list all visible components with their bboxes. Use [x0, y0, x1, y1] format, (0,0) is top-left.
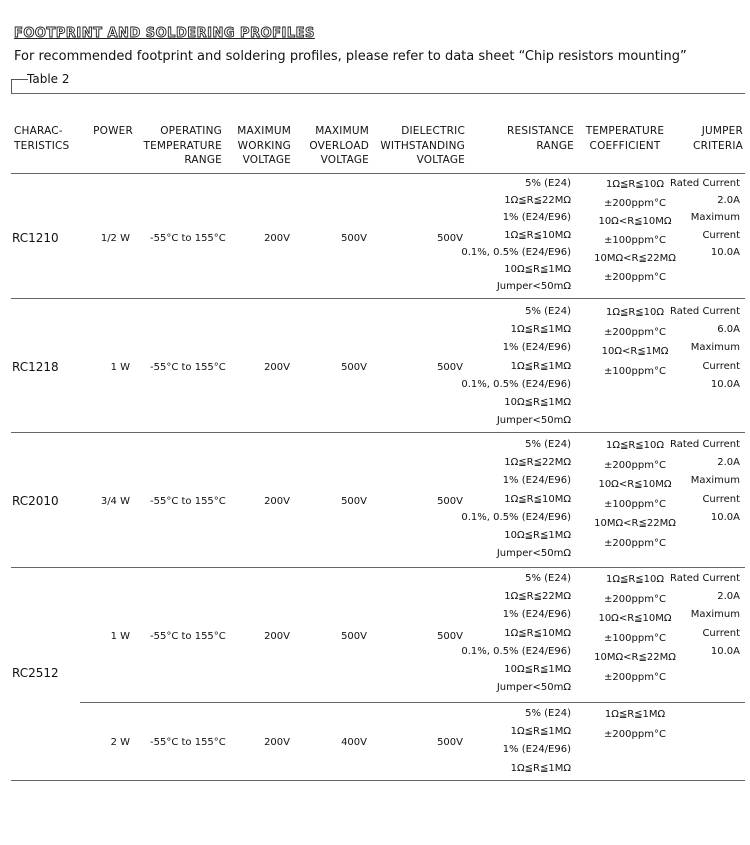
header-dielectric: DIELECTRIC [401, 125, 465, 137]
resistance-range-line: 0.1%, 0.5% (E24/E96) [461, 511, 571, 523]
tcr-line: 10Ω<R≦1MΩ [601, 346, 669, 357]
resistance-range-line: 0.1%, 0.5% (E24/E96) [461, 246, 571, 258]
tcr-line: ±200ppm°C [604, 459, 666, 471]
jumper-criteria-line: 6.0A [717, 324, 740, 336]
power-value: 1 W [110, 631, 130, 642]
resistance-range-line: 10Ω≦R≦1MΩ [504, 530, 571, 541]
resistance-range-line: 5% (E24) [525, 708, 571, 719]
working-voltage: 200V [264, 362, 290, 373]
header-temp-range: OPERATING [160, 125, 222, 137]
header-dielectric: WITHSTANDING [380, 139, 465, 152]
resistance-range-line: Jumper<50mΩ [496, 281, 571, 293]
tcr-line: ±100ppm°C [604, 498, 666, 510]
resistance-range-line: Jumper<50mΩ [496, 682, 571, 694]
header-working-voltage: WORKING [237, 139, 291, 152]
resistance-range-line: 1% (E24/E96) [502, 342, 571, 354]
resistance-range-line: 1Ω≦R≦1MΩ [510, 360, 571, 372]
tcr-line: 10MΩ<R≦22MΩ [594, 652, 676, 663]
overload-voltage: 500V [341, 362, 367, 373]
resistance-range-line: 0.1%, 0.5% (E24/E96) [461, 645, 571, 657]
temperature-range: -55°C to 155°C [150, 631, 226, 642]
temperature-range: -55°C to 155°C [150, 362, 226, 373]
jumper-criteria-line: Maximum [690, 609, 740, 621]
resistance-range-line: 1% (E24/E96) [502, 475, 571, 487]
tcr-line: ±200ppm°C [604, 271, 666, 283]
resistance-range-line: 1Ω≦R≦22MΩ [504, 591, 571, 603]
header-overload-voltage: VOLTAGE [320, 154, 369, 166]
resistance-range-line: 1% (E24/E96) [502, 744, 571, 756]
tcr-line: 1Ω≦R≦1MΩ [604, 709, 666, 720]
resistance-range-line: 1Ω≦R≦22MΩ [504, 195, 571, 207]
resistance-range-line: 1Ω≦R≦22MΩ [504, 457, 571, 469]
tcr-line: ±200ppm°C [604, 728, 666, 740]
resistance-range-line: 5% (E24) [525, 439, 571, 450]
header-jumper: JUMPER [701, 125, 743, 137]
resistance-range-line: 1Ω≦R≦10MΩ [504, 229, 571, 241]
temperature-range: -55°C to 155°C [150, 233, 226, 244]
tcr-line: 1Ω≦R≦10Ω [605, 440, 665, 451]
dielectric-voltage: 500V [437, 496, 463, 507]
model-name: RC1218 [12, 360, 59, 374]
header-working-voltage: VOLTAGE [242, 154, 291, 166]
dielectric-voltage: 500V [437, 631, 463, 642]
resistance-range-line: 1% (E24/E96) [502, 212, 571, 224]
jumper-criteria-line: 10.0A [710, 645, 740, 657]
jumper-criteria-line: Rated Current [669, 439, 740, 450]
table-bottom-rule [11, 780, 745, 781]
dielectric-voltage: 500V [437, 233, 463, 244]
working-voltage: 200V [264, 233, 290, 244]
jumper-criteria-line: Rated Current [669, 178, 740, 189]
tcr-line: 10MΩ<R≦22MΩ [594, 253, 676, 264]
model-name: RC2010 [12, 494, 59, 508]
tcr-line: ±200ppm°C [604, 326, 666, 338]
intro-text: For recommended footprint and soldering profiles, please refer to data sheet “Chip resistors mounting” [14, 49, 687, 64]
resistance-range-line: 5% (E24) [525, 573, 571, 584]
power-value: 1/2 W [100, 233, 130, 244]
tcr-line: ±100ppm°C [604, 234, 666, 246]
resistance-range-line: 5% (E24) [525, 306, 571, 317]
resistance-range-line: Jumper<50mΩ [496, 548, 571, 560]
dielectric-voltage: 500V [437, 362, 463, 373]
header-working-voltage: MAXIMUM [237, 125, 291, 137]
tcr-line: 10MΩ<R≦22MΩ [594, 518, 676, 529]
header-characteristics: CHARAC- [14, 125, 63, 137]
resistance-range-line: 5% (E24) [525, 178, 571, 189]
header-resistance-range: RANGE [536, 139, 574, 152]
header-overload-voltage: OVERLOAD [309, 139, 369, 152]
header-dielectric: VOLTAGE [416, 154, 465, 166]
resistance-range-line: 1Ω≦R≦1MΩ [510, 726, 571, 738]
resistance-range-line: 10Ω≦R≦1MΩ [504, 397, 571, 408]
jumper-criteria-line: 2.0A [717, 457, 740, 469]
tcr-line: 1Ω≦R≦10Ω [605, 179, 665, 190]
overload-voltage: 500V [341, 233, 367, 244]
overload-voltage: 500V [341, 496, 367, 507]
jumper-criteria-line: 2.0A [717, 195, 740, 207]
jumper-criteria-line: Rated Current [669, 573, 740, 584]
table-top-rule [11, 93, 745, 94]
working-voltage: 200V [264, 631, 290, 642]
header-tcr: TEMPERATURE [585, 125, 665, 137]
jumper-criteria-line: Current [702, 493, 740, 505]
header-overload-voltage: MAXIMUM [315, 125, 369, 137]
resistance-range-line: 1Ω≦R≦1MΩ [510, 324, 571, 336]
temperature-range: -55°C to 155°C [150, 496, 226, 507]
resistance-range-line: Jumper<50mΩ [496, 415, 571, 427]
jumper-criteria-line: 10.0A [710, 378, 740, 390]
header-power: POWER [93, 125, 133, 137]
resistance-range-line: 10Ω≦R≦1MΩ [504, 264, 571, 275]
overload-voltage: 400V [341, 737, 367, 748]
row-divider [11, 567, 745, 568]
working-voltage: 200V [264, 737, 290, 748]
header-bottom-rule [11, 173, 745, 174]
power-value: 2 W [110, 737, 130, 748]
header-temp-range: RANGE [184, 154, 222, 166]
jumper-criteria-line: 10.0A [710, 246, 740, 258]
tcr-line: ±100ppm°C [604, 365, 666, 377]
table-caption-bracket [11, 79, 28, 93]
row-divider [11, 298, 745, 299]
tcr-line: ±100ppm°C [604, 632, 666, 644]
resistance-range-line: 1Ω≦R≦10MΩ [504, 627, 571, 639]
header-characteristics: TERISTICS [14, 139, 70, 152]
jumper-criteria-line: Maximum [690, 212, 740, 224]
jumper-criteria-line: 10.0A [710, 511, 740, 523]
temperature-range: -55°C to 155°C [150, 737, 226, 748]
resistance-range-line: 10Ω≦R≦1MΩ [504, 664, 571, 675]
resistance-range-line: 1Ω≦R≦10MΩ [504, 493, 571, 505]
row-divider-partial [80, 702, 745, 703]
jumper-criteria-line: 2.0A [717, 591, 740, 603]
header-tcr: COEFFICIENT [589, 139, 661, 152]
tcr-line: ±200ppm°C [604, 593, 666, 605]
resistance-range-line: 1% (E24/E96) [502, 609, 571, 621]
resistance-range-line: 0.1%, 0.5% (E24/E96) [461, 378, 571, 390]
header-resistance-range: RESISTANCE [507, 125, 574, 137]
jumper-criteria-line: Current [702, 229, 740, 241]
tcr-line: 1Ω≦R≦10Ω [605, 574, 665, 585]
model-name: RC1210 [12, 231, 59, 245]
jumper-criteria-line: Maximum [690, 342, 740, 354]
working-voltage: 200V [264, 496, 290, 507]
jumper-criteria-line: Current [702, 627, 740, 639]
jumper-criteria-line: Maximum [690, 475, 740, 487]
model-name: RC2512 [12, 666, 59, 680]
table-caption: Table 2 [27, 72, 70, 86]
resistance-range-line: 1Ω≦R≦1MΩ [510, 762, 571, 774]
power-value: 1 W [110, 362, 130, 373]
header-temp-range: TEMPERATURE [143, 139, 222, 152]
tcr-line: 10Ω<R≦10MΩ [598, 479, 672, 490]
overload-voltage: 500V [341, 631, 367, 642]
power-value: 3/4 W [100, 496, 130, 507]
row-divider [11, 432, 745, 433]
tcr-line: ±200ppm°C [604, 197, 666, 209]
tcr-line: 1Ω≦R≦10Ω [605, 307, 665, 318]
tcr-line: ±200ppm°C [604, 537, 666, 549]
tcr-line: 10Ω<R≦10MΩ [598, 613, 672, 624]
dielectric-voltage: 500V [437, 737, 463, 748]
jumper-criteria-line: Rated Current [669, 306, 740, 317]
jumper-criteria-line: Current [702, 360, 740, 372]
header-jumper: CRITERIA [693, 139, 743, 152]
tcr-line: 10Ω<R≦10MΩ [598, 216, 672, 227]
tcr-line: ±200ppm°C [604, 671, 666, 683]
page-title: FOOTPRINT AND SOLDERING PROFILES [14, 26, 315, 41]
